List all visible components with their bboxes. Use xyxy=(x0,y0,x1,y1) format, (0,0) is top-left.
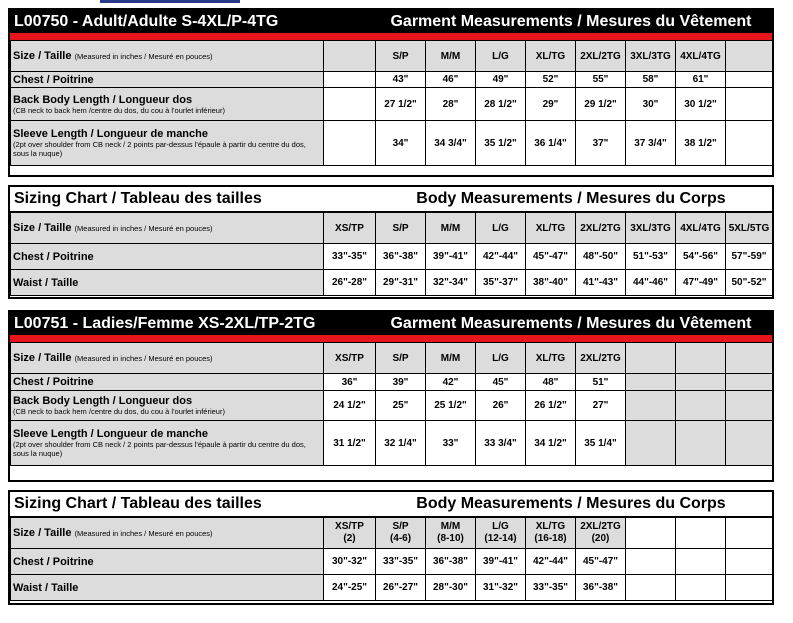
value-cell: 29 1/2" xyxy=(576,88,626,121)
size-name: 2XL/2TG xyxy=(580,521,621,532)
empty-cell xyxy=(676,391,726,421)
value-cell: 30" xyxy=(626,88,676,121)
value-cell: 50"-52" xyxy=(726,270,773,296)
row-label-cell xyxy=(11,88,324,121)
value-cell: 26" xyxy=(476,391,526,421)
empty-cell xyxy=(324,72,376,88)
value-cell: 26"-28" xyxy=(324,270,376,296)
value-cell: 30 1/2" xyxy=(676,88,726,121)
row-note: (CB neck to back hem /centre du dos, du cou à l'ourlet inférieur) xyxy=(13,105,225,115)
ladies-body-subtitle: Body Measurements / Mesures du Corps xyxy=(416,495,726,512)
size-col xyxy=(426,518,476,549)
value-cell: 37 3/4" xyxy=(626,121,676,166)
table-row xyxy=(11,575,773,601)
adult-garment-block xyxy=(8,8,774,177)
table-row xyxy=(11,213,773,244)
empty-cell xyxy=(324,121,376,166)
empty-cell xyxy=(726,518,773,549)
value-cell: 33"-35" xyxy=(376,549,426,575)
value-cell: 34" xyxy=(376,121,426,166)
empty-cell xyxy=(726,72,773,88)
value-cell: 31 1/2" xyxy=(324,421,376,466)
table-row xyxy=(11,121,773,166)
red-divider xyxy=(10,33,772,40)
size-col: S/P xyxy=(376,41,426,72)
size-col: S/P xyxy=(376,343,426,374)
value-cell: 45"-47" xyxy=(526,244,576,270)
row-label: Waist / Taille xyxy=(11,575,324,601)
value-cell: 42"-44" xyxy=(476,244,526,270)
empty-cell xyxy=(676,518,726,549)
empty-cell xyxy=(676,421,726,466)
value-cell: 45"-47" xyxy=(576,549,626,575)
value-cell: 30"-32" xyxy=(324,549,376,575)
value-cell: 38 1/2" xyxy=(676,121,726,166)
table-row xyxy=(11,549,773,575)
empty-cell xyxy=(324,41,376,72)
value-cell: 36"-38" xyxy=(376,244,426,270)
value-cell: 27" xyxy=(576,391,626,421)
table-row xyxy=(11,374,773,391)
size-col: L/G xyxy=(476,213,526,244)
red-divider xyxy=(10,335,772,342)
empty-cell xyxy=(626,343,676,374)
size-header-cell xyxy=(11,41,324,72)
empty-cell xyxy=(676,549,726,575)
value-cell: 33"-35" xyxy=(324,244,376,270)
adult-garment-subtitle: Garment Measurements / Mesures du Vêtement xyxy=(390,12,752,30)
size-col: M/M xyxy=(426,213,476,244)
size-label: Size / Taille xyxy=(13,351,72,364)
size-header-cell xyxy=(11,518,324,549)
value-cell: 41"-43" xyxy=(576,270,626,296)
table-row xyxy=(11,88,773,121)
top-accent-strip xyxy=(100,0,240,3)
row-label: Chest / Poitrine xyxy=(11,72,324,88)
size-col: XL/TG xyxy=(526,213,576,244)
size-col: 4XL/4TG xyxy=(676,41,726,72)
table-row xyxy=(11,391,773,421)
size-numeric: (2) xyxy=(343,533,356,544)
size-col: 4XL/4TG xyxy=(676,213,726,244)
empty-cell xyxy=(676,575,726,601)
row-label: Chest / Poitrine xyxy=(11,374,324,391)
value-cell: 42" xyxy=(426,374,476,391)
size-col xyxy=(376,518,426,549)
empty-cell xyxy=(626,575,676,601)
size-numeric: (12-14) xyxy=(484,533,517,544)
value-cell: 33 3/4" xyxy=(476,421,526,466)
size-label: Size / Taille xyxy=(13,49,72,62)
value-cell: 25 1/2" xyxy=(426,391,476,421)
value-cell: 24"-25" xyxy=(324,575,376,601)
empty-cell xyxy=(726,121,773,166)
empty-cell xyxy=(726,343,773,374)
size-col: M/M xyxy=(426,41,476,72)
row-note: (CB neck to back hem /centre du dos, du cou à l'ourlet inférieur) xyxy=(13,407,225,416)
empty-cell xyxy=(626,391,676,421)
value-cell: 39"-41" xyxy=(426,244,476,270)
size-col: 3XL/3TG xyxy=(626,41,676,72)
value-cell: 27 1/2" xyxy=(376,88,426,121)
size-col: XS/TP xyxy=(324,343,376,374)
row-label: Sleeve Length / Longueur de manche xyxy=(13,428,208,440)
value-cell: 42"-44" xyxy=(526,549,576,575)
size-col: L/G xyxy=(476,41,526,72)
value-cell: 36" xyxy=(324,374,376,391)
value-cell: 36"-38" xyxy=(426,549,476,575)
row-label: Chest / Poitrine xyxy=(11,549,324,575)
ladies-garment-table xyxy=(10,342,773,466)
table-row xyxy=(11,72,773,88)
row-label: Sleeve Length / Longueur de manche xyxy=(13,128,208,140)
size-col: 3XL/3TG xyxy=(626,213,676,244)
table-row xyxy=(11,244,773,270)
row-label: Chest / Poitrine xyxy=(11,244,324,270)
value-cell: 32"-34" xyxy=(426,270,476,296)
size-name: S/P xyxy=(392,521,409,532)
row-label: Waist / Taille xyxy=(11,270,324,296)
adult-body-block xyxy=(8,185,774,299)
value-cell: 29" xyxy=(526,88,576,121)
ladies-garment-block xyxy=(8,310,774,482)
size-col xyxy=(324,518,376,549)
adult-body-header xyxy=(10,187,772,212)
value-cell: 24 1/2" xyxy=(324,391,376,421)
value-cell: 51" xyxy=(576,374,626,391)
adult-garment-table xyxy=(10,40,773,166)
value-cell: 39"-41" xyxy=(476,549,526,575)
value-cell: 28"-30" xyxy=(426,575,476,601)
size-col xyxy=(526,518,576,549)
adult-garment-title: L00750 - Adult/Adulte S-4XL/P-4TG xyxy=(14,12,279,30)
size-note: (Measured in inches / Mesuré en pouces) xyxy=(74,51,213,61)
value-cell: 36"-38" xyxy=(576,575,626,601)
row-label: Back Body Length / Longueur dos xyxy=(13,93,193,106)
empty-cell xyxy=(726,575,773,601)
value-cell: 35 1/2" xyxy=(476,121,526,166)
empty-cell xyxy=(676,374,726,391)
size-col: S/P xyxy=(376,213,426,244)
value-cell: 36 1/4" xyxy=(526,121,576,166)
value-cell: 55" xyxy=(576,72,626,88)
adult-body-subtitle: Body Measurements / Mesures du Corps xyxy=(416,190,726,207)
value-cell: 48" xyxy=(526,374,576,391)
size-label: Size / Taille xyxy=(13,221,72,234)
table-row xyxy=(11,343,773,374)
size-col xyxy=(576,518,626,549)
empty-cell xyxy=(726,88,773,121)
adult-garment-header xyxy=(10,10,772,33)
size-name: XS/TP xyxy=(335,521,364,532)
table-row xyxy=(11,421,773,466)
ladies-garment-subtitle: Garment Measurements / Mesures du Vêtement xyxy=(390,314,752,332)
row-note: (2pt over shoulder from CB neck / 2 points par-dessus l'épaule à partir du centre du dos, sous la nuque) xyxy=(13,140,306,158)
value-cell: 39" xyxy=(376,374,426,391)
empty-cell xyxy=(626,518,676,549)
size-col: 2XL/2TG xyxy=(576,41,626,72)
value-cell: 33"-35" xyxy=(526,575,576,601)
size-numeric: (16-18) xyxy=(534,533,567,544)
size-col: XL/TG xyxy=(526,343,576,374)
row-note: (2pt over shoulder from CB neck / 2 points par-dessus l'épaule à partir du centre du dos, sous la nuque) xyxy=(13,440,306,458)
value-cell: 38"-40" xyxy=(526,270,576,296)
ladies-body-header xyxy=(10,492,772,517)
adult-body-title: Sizing Chart / Tableau des tailles xyxy=(14,190,262,207)
value-cell: 52" xyxy=(526,72,576,88)
size-numeric: (8-10) xyxy=(437,533,464,544)
size-col: XS/TP xyxy=(324,213,376,244)
empty-cell xyxy=(726,41,773,72)
size-note: (Measured in inches / Mesuré en pouces) xyxy=(74,353,213,363)
table-row xyxy=(11,41,773,72)
empty-cell xyxy=(626,374,676,391)
ladies-garment-header xyxy=(10,312,772,335)
value-cell: 58" xyxy=(626,72,676,88)
size-label: Size / Taille xyxy=(13,526,72,539)
table-row xyxy=(11,270,773,296)
empty-cell xyxy=(726,549,773,575)
ladies-body-table xyxy=(10,517,773,601)
row-label-cell xyxy=(11,421,324,466)
row-label: Back Body Length / Longueur dos xyxy=(13,395,193,407)
size-col: 2XL/2TG xyxy=(576,213,626,244)
size-col: 2XL/2TG xyxy=(576,343,626,374)
size-name: M/M xyxy=(440,521,461,532)
value-cell: 61" xyxy=(676,72,726,88)
ladies-body-block xyxy=(8,490,774,605)
value-cell: 34 3/4" xyxy=(426,121,476,166)
size-col: M/M xyxy=(426,343,476,374)
value-cell: 47"-49" xyxy=(676,270,726,296)
value-cell: 35 1/4" xyxy=(576,421,626,466)
value-cell: 28 1/2" xyxy=(476,88,526,121)
size-header-cell xyxy=(11,343,324,374)
value-cell: 54"-56" xyxy=(676,244,726,270)
empty-cell xyxy=(676,343,726,374)
value-cell: 46" xyxy=(426,72,476,88)
size-numeric: (20) xyxy=(591,533,610,544)
value-cell: 28" xyxy=(426,88,476,121)
size-note: (Measured in inches / Mesuré en pouces) xyxy=(74,223,213,233)
size-header-cell xyxy=(11,213,324,244)
value-cell: 35"-37" xyxy=(476,270,526,296)
value-cell: 33" xyxy=(426,421,476,466)
ladies-body-title: Sizing Chart / Tableau des tailles xyxy=(14,495,262,512)
row-label-cell xyxy=(11,121,324,166)
value-cell: 34 1/2" xyxy=(526,421,576,466)
value-cell: 29"-31" xyxy=(376,270,426,296)
value-cell: 31"-32" xyxy=(476,575,526,601)
value-cell: 37" xyxy=(576,121,626,166)
value-cell: 51"-53" xyxy=(626,244,676,270)
ladies-garment-title: L00751 - Ladies/Femme XS-2XL/TP-2TG xyxy=(14,314,316,332)
empty-cell xyxy=(626,421,676,466)
value-cell: 25" xyxy=(376,391,426,421)
size-numeric: (4-6) xyxy=(389,533,412,544)
value-cell: 45" xyxy=(476,374,526,391)
size-name: XL/TG xyxy=(535,521,566,532)
row-label-cell xyxy=(11,391,324,421)
size-name: L/G xyxy=(492,521,509,532)
value-cell: 43" xyxy=(376,72,426,88)
size-col: L/G xyxy=(476,343,526,374)
value-cell: 44"-46" xyxy=(626,270,676,296)
value-cell: 26"-27" xyxy=(376,575,426,601)
size-col: XL/TG xyxy=(526,41,576,72)
value-cell: 49" xyxy=(476,72,526,88)
empty-cell xyxy=(626,549,676,575)
size-col xyxy=(476,518,526,549)
value-cell: 57"-59" xyxy=(726,244,773,270)
empty-cell xyxy=(324,88,376,121)
value-cell: 26 1/2" xyxy=(526,391,576,421)
size-col: 5XL/5TG xyxy=(726,213,773,244)
value-cell: 48"-50" xyxy=(576,244,626,270)
size-note: (Measured in inches / Mesuré en pouces) xyxy=(74,528,213,538)
empty-cell xyxy=(726,421,773,466)
value-cell: 32 1/4" xyxy=(376,421,426,466)
empty-cell xyxy=(726,391,773,421)
table-row xyxy=(11,518,773,549)
empty-cell xyxy=(726,374,773,391)
adult-body-table xyxy=(10,212,773,296)
